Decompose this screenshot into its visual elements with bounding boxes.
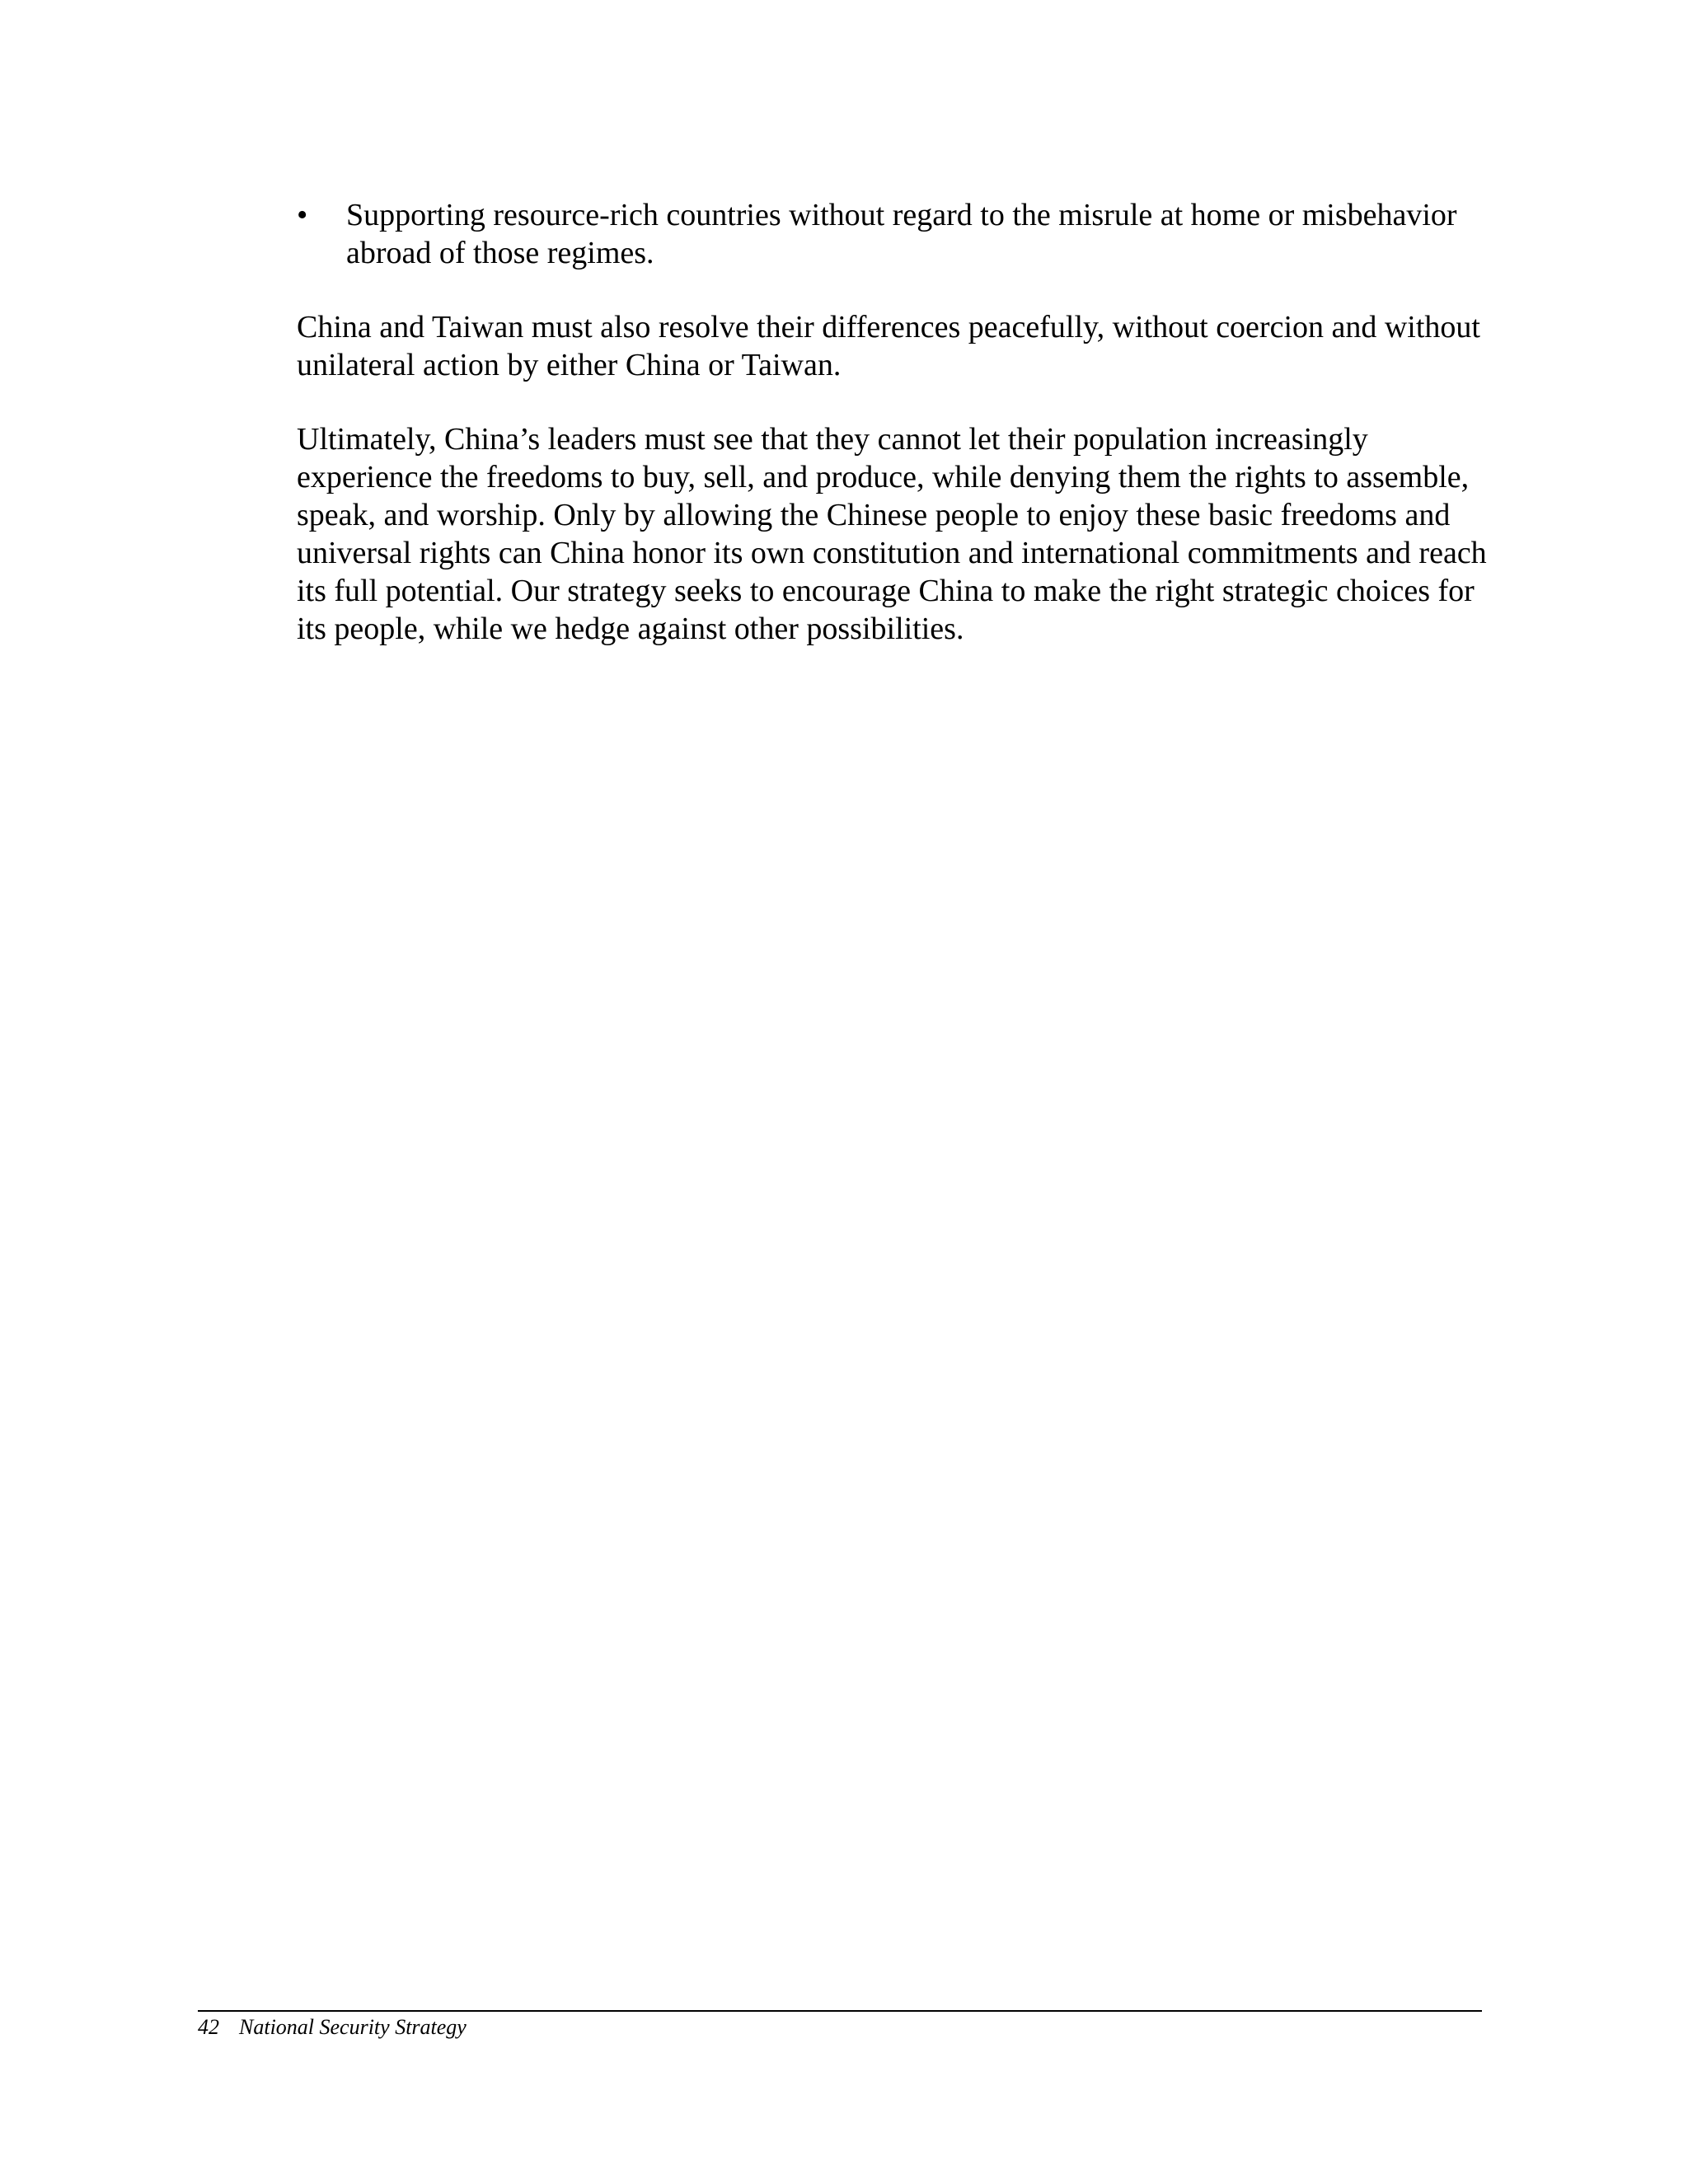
paragraph-china-taiwan: China and Taiwan must also resolve their differences peacefully, without coercion and without unilateral action by either China or Taiwan.	[297, 310, 1480, 382]
footer-title: National Security Strategy	[239, 2015, 467, 2039]
body-text	[297, 196, 1492, 684]
bullet-symbol: •	[297, 198, 308, 232]
paragraph-ultimately: Ultimately, China’s leaders must see that they cannot let their population increasingly experience the freedoms to buy, sell, and produce, while denying them the rights to assemble, speak, and worship. Only by allowing the Chinese people to enjoy these basic freedoms and universal rights can China honor its own constitution and international commitments and reach its full potential. Our strategy seeks to encourage China to make the right strategic choices for its people, while we hedge against other possibilities.	[297, 422, 1487, 646]
bullet-text: Supporting resource-rich countries without regard to the misrule at home or misbehavior abroad of those regimes.	[346, 198, 1457, 270]
footer-divider	[198, 2010, 1482, 2012]
footer-page-number: 42	[198, 2015, 219, 2039]
page-footer	[198, 2014, 467, 2041]
bullet-item	[297, 196, 1492, 272]
